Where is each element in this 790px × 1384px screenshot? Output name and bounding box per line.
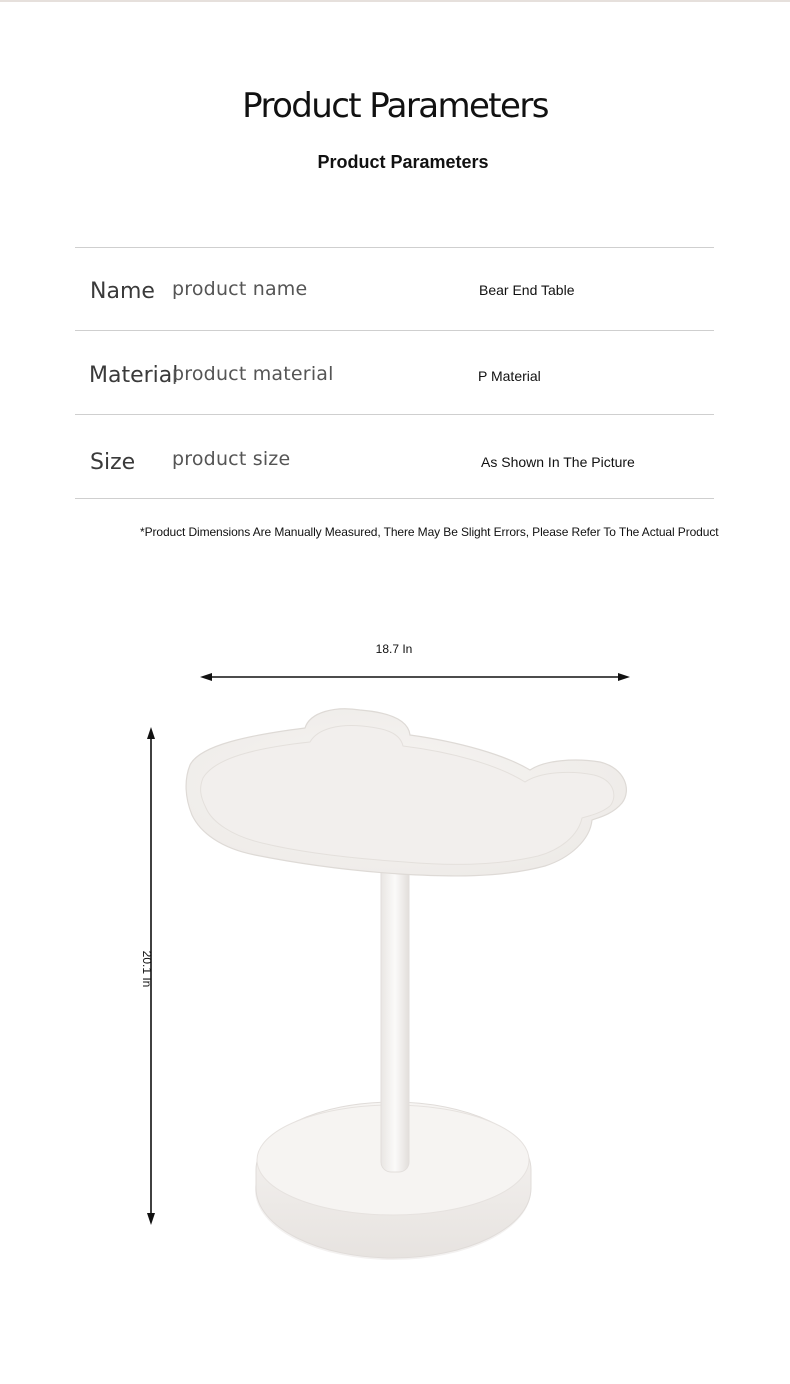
param-description: product name: [172, 278, 308, 300]
param-value: P Material: [478, 368, 541, 384]
height-label: 20.1 In: [140, 950, 154, 988]
bear-tabletop: [186, 709, 626, 876]
param-label: Material: [89, 363, 179, 388]
width-label: 18.7 In: [375, 642, 413, 656]
page-subtitle: Product Parameters: [317, 152, 489, 172]
param-label: Name: [90, 279, 155, 304]
param-description: product size: [172, 448, 291, 470]
param-value: Bear End Table: [479, 282, 575, 298]
param-description: product material: [172, 363, 334, 385]
param-value: As Shown In The Picture: [481, 454, 635, 470]
page-title: Product Parameters: [242, 86, 548, 126]
param-label: Size: [90, 450, 136, 475]
measurement-note: *Product Dimensions Are Manually Measured, There May Be Slight Errors, Please Refer To The Actual Product: [140, 525, 719, 539]
width-dimension-arrow: [200, 673, 630, 681]
table-pole: [381, 860, 409, 1172]
